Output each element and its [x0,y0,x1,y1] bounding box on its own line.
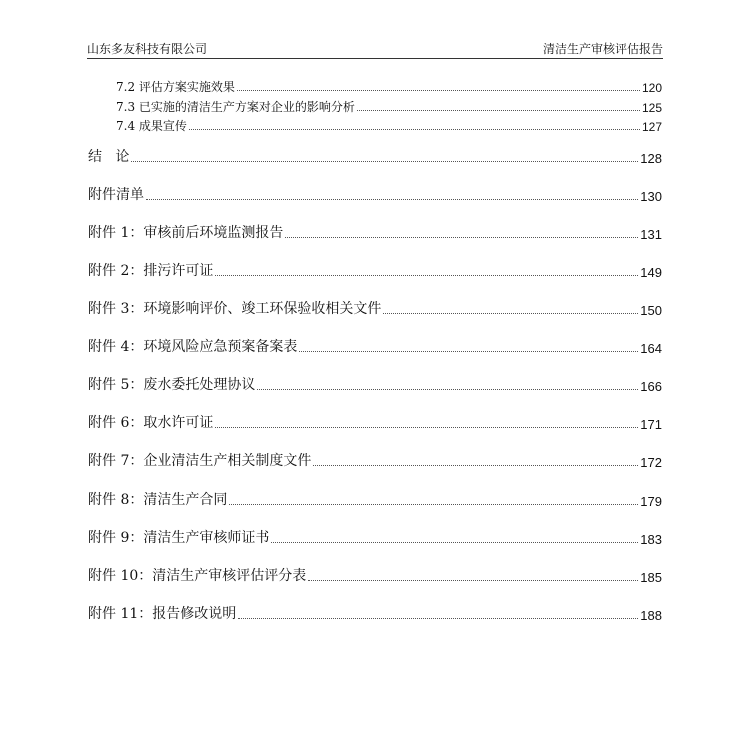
toc-entry[interactable] [88,260,662,280]
toc-entry-label: 7.4 成果宣传 [116,119,187,133]
toc-entry-label: 附件 1：审核前后环境监测报告 [88,225,284,241]
toc-entry-page: 185 [640,570,662,585]
toc-entry-page: 131 [640,227,662,242]
toc-leader [271,542,638,543]
toc-entry[interactable] [116,78,662,95]
toc-leader [146,199,638,200]
toc-leader [238,618,638,619]
toc-leader [131,161,638,162]
toc-entry-page: 130 [640,189,662,204]
toc-entry[interactable] [88,374,662,394]
toc-entry[interactable] [88,184,662,204]
toc-entry-page: 188 [640,608,662,623]
toc-leader [357,110,640,111]
toc-entry-label: 附件 8：清洁生产合同 [88,492,228,508]
toc-entry-page: 166 [640,379,662,394]
toc-leader [308,580,638,581]
toc-entry-label: 附件 5：废水委托处理协议 [88,377,256,393]
toc-entry-page: 171 [640,417,662,432]
toc-entry-label: 附件 2：排污许可证 [88,263,214,279]
toc-entry[interactable] [88,527,662,547]
toc-entry-page: 172 [640,455,662,470]
toc-entry-label: 附件 4：环境风险应急预案备案表 [88,339,298,355]
page-header [87,38,663,59]
toc-leader [215,275,638,276]
toc-entry-page: 179 [640,494,662,509]
toc-leader [383,313,638,314]
toc-entry-label: 附件 10：清洁生产审核评估评分表 [88,568,307,584]
toc-entry-label: 附件 9：清洁生产审核师证书 [88,530,270,546]
toc-entry-page: 125 [641,101,662,115]
toc-entry-page: 128 [640,151,662,166]
toc-entry[interactable] [88,565,662,585]
toc-entry[interactable] [88,298,662,318]
toc-leader [285,237,638,238]
toc-entry-label: 结 论 [88,149,130,165]
toc-entry-page: 149 [640,265,662,280]
toc-entry-page: 120 [641,81,662,95]
toc-entry-label: 附件 11：报告修改说明 [88,606,237,622]
toc-leader [237,90,640,91]
toc-entry-label: 附件清单 [88,187,144,203]
toc-entry[interactable] [116,98,662,115]
toc-entry-page: 183 [640,532,662,547]
toc-entry[interactable] [88,450,662,470]
toc-entry-page: 164 [640,341,662,356]
toc-entry[interactable] [88,146,662,166]
header-doc-title: 清洁生产审核评估报告 [542,42,663,56]
toc-entry[interactable] [116,117,662,134]
toc-entry[interactable] [88,489,662,509]
toc-entry-label: 7.2 评估方案实施效果 [116,80,235,94]
toc-entry[interactable] [88,336,662,356]
toc-entry-label: 7.3 已实施的清洁生产方案对企业的影响分析 [116,100,355,114]
toc-entry[interactable] [88,603,662,623]
toc-leader [299,351,638,352]
toc-leader [313,465,638,466]
toc-entry-label: 附件 3：环境影响评价、竣工环保验收相关文件 [88,301,382,317]
toc-entry-label: 附件 6：取水许可证 [88,415,214,431]
toc-entry-page: 150 [640,303,662,318]
toc-leader [189,129,640,130]
header-company: 山东多友科技有限公司 [87,42,208,56]
toc-leader [215,427,638,428]
toc-entry-label: 附件 7：企业清洁生产相关制度文件 [88,453,312,469]
toc-leader [229,504,638,505]
toc-entry-page: 127 [641,120,662,134]
toc-entry[interactable] [88,222,662,242]
toc-leader [257,389,638,390]
toc-entry[interactable] [88,412,662,432]
